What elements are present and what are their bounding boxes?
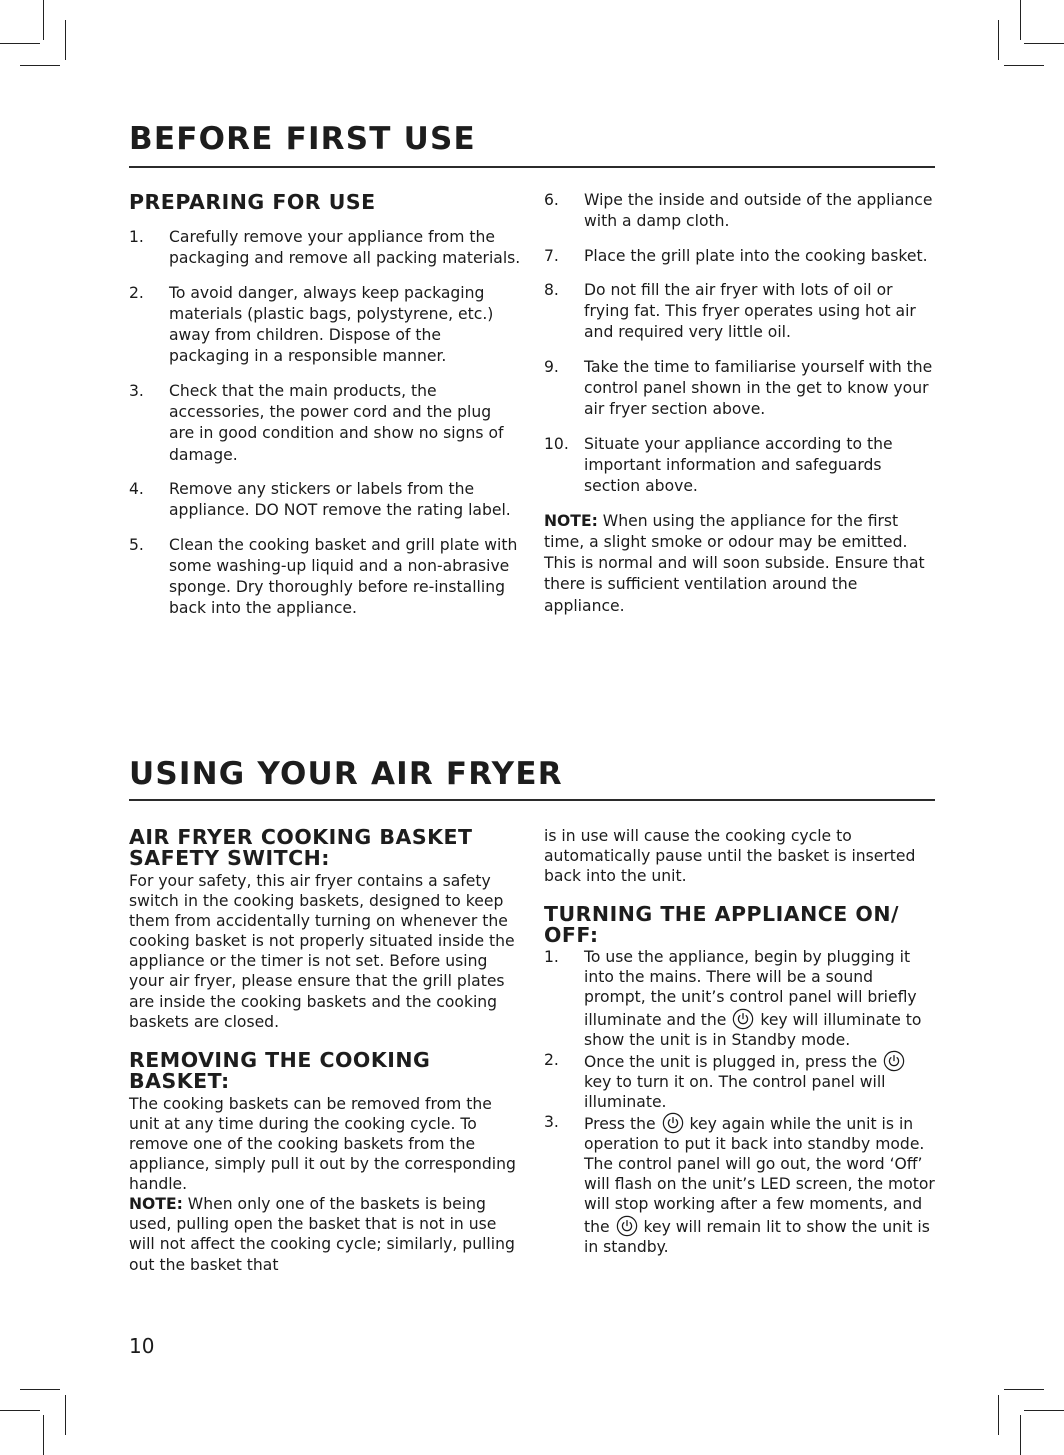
step-text: Situate your appliance according to the important information and safeguards section above. — [584, 434, 893, 496]
list-item — [544, 357, 934, 421]
crop-mark — [1020, 1415, 1021, 1455]
note-label: NOTE: — [129, 1195, 183, 1214]
section-divider — [129, 799, 935, 801]
crop-mark — [1024, 1410, 1064, 1411]
power-icon — [732, 1008, 754, 1030]
step-number: 3. — [129, 381, 144, 400]
step-number: 8. — [544, 280, 559, 299]
section-title-before-first-use: BEFORE FIRST USE — [129, 121, 476, 157]
step-text-part: Once the unit is plugged in, press the — [584, 1052, 878, 1071]
crop-mark — [998, 1395, 999, 1435]
step-text: Place the grill plate into the cooking basket. — [584, 246, 928, 265]
subheading-preparing-for-use: PREPARING FOR USE — [129, 190, 376, 214]
step-text-part: key to turn it on. The control panel will illuminate. — [584, 1072, 886, 1111]
steps-list-left — [129, 227, 521, 620]
safety-switch-text: For your safety, this air fryer contains a safety switch in the cooking baskets, designed to keep them from accidentally turning on whenever the cooking basket is not properly situated inside the appliance or the timer is not set. Before using your air fryer, please ensure that the grill plates are inside the cooking baskets and the cooking baskets are closed. — [129, 872, 515, 1031]
step-text-part: To use the appliance, begin by plugging it into the mains. There will be a sound prompt, the unit’s control panel will briefly illuminate and the — [584, 948, 917, 1029]
list-item — [544, 434, 934, 498]
step-number: 7. — [544, 246, 559, 265]
note-text: When only one of the baskets is being used, pulling open the basket that is not in use will not affect the cooking cycle; similarly, pulling out the basket that — [129, 1195, 515, 1274]
crop-mark — [1020, 0, 1021, 40]
list-item — [544, 1112, 938, 1257]
removing-basket-text: The cooking baskets can be removed from the unit at any time during the cooking cycle. To remove one of the cooking baskets from the appliance, simply pull it out by the corresponding handle. — [129, 1094, 516, 1194]
step-text: Carefully remove your appliance from the packaging and remove all packing materials. — [169, 228, 521, 268]
step-number: 4. — [129, 479, 144, 498]
step-text: To avoid danger, always keep packaging materials (plastic bags, polystyrene, etc.) away from children. Dispose of the packaging in a responsible manner. — [169, 283, 494, 366]
step-text: Check that the main products, the accessories, the power cord and the plug are in good condition and show no signs of damage. — [169, 381, 504, 464]
crop-mark — [43, 1415, 44, 1455]
step-number: 2. — [129, 283, 144, 302]
preparing-column-right — [544, 190, 934, 617]
power-icon — [662, 1112, 684, 1134]
crop-mark — [65, 20, 66, 60]
power-icon — [883, 1050, 905, 1072]
using-column-left — [129, 827, 521, 1275]
crop-mark — [0, 1410, 40, 1411]
using-column-right — [544, 826, 938, 1257]
power-icon — [616, 1215, 638, 1237]
step-text: Remove any stickers or labels from the appliance. DO NOT remove the rating label. — [169, 479, 511, 520]
step-text-part: key again while the unit is in operation to put it back into standby mode. The control panel will go out, the word ‘Off’ will flash on the unit’s LED screen, the motor will stop working after a few moments, and the — [584, 1115, 935, 1236]
step-text: Do not fill the air fryer with lots of oil or frying fat. This fryer operates using hot air and required very little oil. — [584, 280, 916, 342]
note-basket-continued: is in use will cause the cooking cycle to automatically pause until the basket is inserted back into the unit. — [544, 827, 916, 886]
list-item — [544, 280, 934, 344]
step-text-part: key will illuminate to show the unit is in Standby mode. — [584, 1010, 922, 1049]
step-number: 3. — [544, 1113, 559, 1132]
power-steps-list — [544, 947, 938, 1256]
subheading-removing-basket: REMOVING THE COOKING BASKET: — [129, 1047, 431, 1093]
note-label: NOTE: — [544, 511, 598, 530]
step-text: Take the time to familiarise yourself with the control panel shown in the get to know your air fryer section above. — [584, 357, 933, 419]
list-item — [544, 246, 934, 267]
step-number: 1. — [544, 948, 559, 967]
step-number: 5. — [129, 535, 144, 554]
list-item — [544, 1050, 938, 1112]
crop-mark — [0, 43, 40, 44]
step-text — [584, 947, 938, 1049]
section-divider — [129, 166, 935, 168]
page-number: 10 — [129, 1334, 155, 1358]
step-text — [584, 1050, 938, 1112]
list-item — [544, 190, 934, 233]
step-number: 2. — [544, 1050, 559, 1069]
crop-mark — [1024, 43, 1064, 44]
step-number: 6. — [544, 191, 559, 209]
preparing-column-left — [129, 192, 521, 633]
note-text: When using the appliance for the first time, a slight smoke or odour may be emitted. This is normal and will soon subside. Ensure that there is sufficient ventilation around the appliance. — [544, 511, 925, 615]
step-number: 10. — [544, 434, 569, 453]
step-text: Wipe the inside and outside of the appliance with a damp cloth. — [584, 191, 933, 231]
step-text: Clean the cooking basket and grill plate with some washing-up liquid and a non-abrasive sponge. Dry thoroughly before re-installing back into the appliance. — [169, 535, 518, 618]
list-item — [129, 283, 521, 368]
crop-mark — [1004, 65, 1044, 66]
crop-mark — [65, 1395, 66, 1435]
section-title-using-your-air-fryer: USING YOUR AIR FRYER — [129, 756, 563, 792]
crop-mark — [43, 0, 44, 40]
step-text — [584, 1112, 938, 1257]
list-item — [129, 227, 521, 270]
crop-mark — [20, 65, 60, 66]
note-basket-partial — [129, 1194, 521, 1274]
list-item — [129, 479, 521, 522]
step-text-part: Press the — [584, 1115, 656, 1134]
step-number: 1. — [129, 228, 144, 246]
step-text-part: key will remain lit to show the unit is in standby. — [584, 1217, 930, 1256]
crop-mark — [20, 1389, 60, 1390]
crop-mark — [998, 20, 999, 60]
list-item — [129, 535, 521, 620]
subheading-safety-switch: AIR FRYER COOKING BASKET SAFETY SWITCH: — [129, 825, 473, 870]
steps-list-right — [544, 190, 934, 498]
list-item — [544, 947, 938, 1049]
list-item — [129, 381, 521, 466]
subheading-turning-on-off: TURNING THE APPLIANCE ON/ OFF: — [544, 902, 899, 948]
step-number: 9. — [544, 357, 559, 376]
crop-mark — [1004, 1389, 1044, 1390]
note-first-use — [544, 511, 934, 617]
